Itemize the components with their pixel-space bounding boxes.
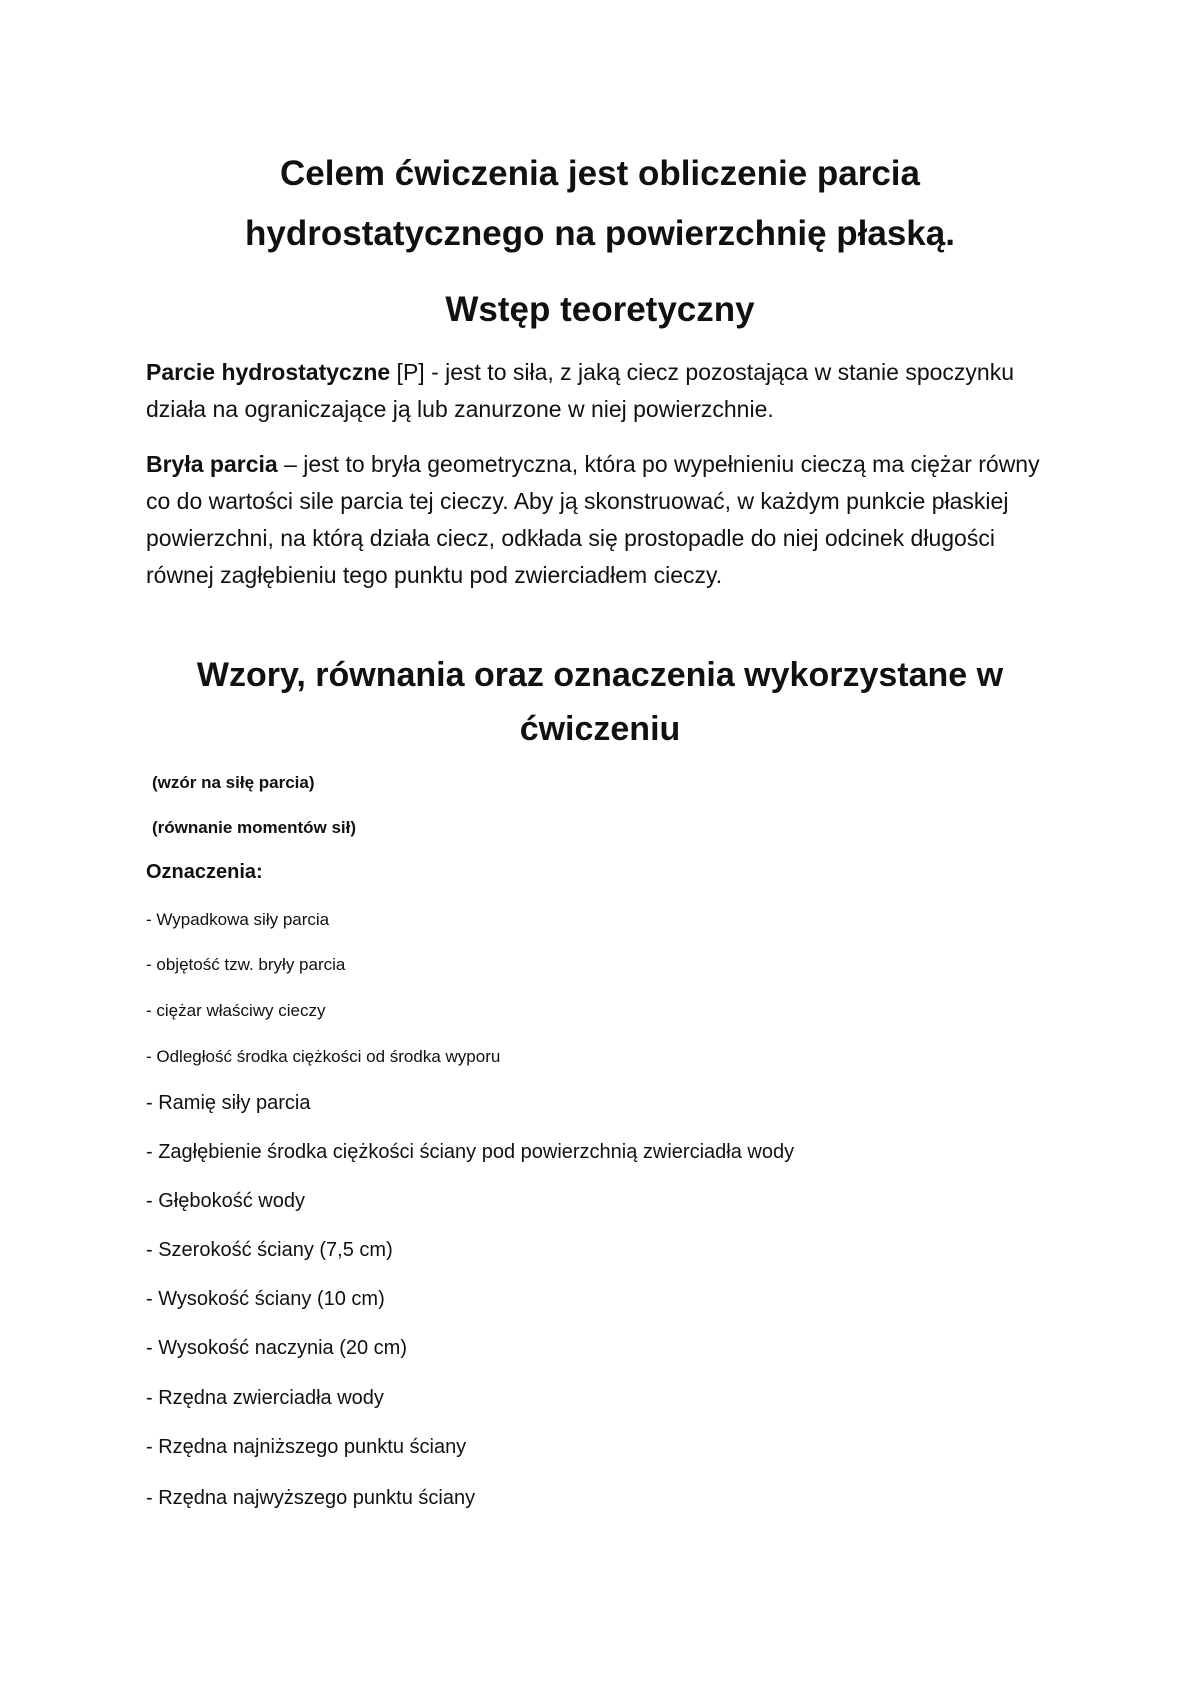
symbol-item: - Ramię siły parcia: [146, 1092, 311, 1114]
formulas-heading-line-1: Wzory, równania oraz oznaczenia wykorzystane w: [196, 656, 1004, 694]
paragraph-parcie: [146, 354, 1046, 428]
title-line-2: hydrostatycznego na powierzchnię płaską.: [245, 214, 955, 253]
page-title: [0, 144, 1200, 264]
definition-bryla: – jest to bryła geometryczna, która po wypełnieniu cieczą ma ciężar równy co do wartości sile parcia tej cieczy. Aby ją skonstruować, w każdym punkcie płaskiej powierzchni, na którą działa ciecz, odkłada się prostopadle do niej odcinek długości równej zagłębieniu tego punktu pod zwierciadłem cieczy.: [146, 451, 1040, 588]
definition-parcie: [P] - jest to siła, z jaką ciecz pozostająca w stanie spoczynku działa na ograniczające ją lub zanurzone w niej powierzchnie.: [146, 359, 1015, 422]
formula-note-moments: (równanie momentów sił): [152, 818, 357, 837]
symbol-item: - Głębokość wody: [146, 1190, 305, 1212]
symbol-item: - Zagłębienie środka ciężkości ściany pod powierzchnią zwierciadła wody: [146, 1141, 795, 1163]
symbol-item: - Odległość środka ciężkości od środka wyporu: [146, 1047, 501, 1066]
formulas-heading-line-2: ćwiczeniu: [519, 710, 681, 748]
intro-heading: Wstęp teoretyczny: [445, 290, 755, 329]
paragraph-bryla: [146, 446, 1046, 594]
title-line-1: Celem ćwiczenia jest obliczenie parcia: [280, 154, 920, 193]
symbol-item: - Rzędna najwyższego punktu ściany: [146, 1487, 476, 1509]
symbols-heading: Oznaczenia:: [146, 861, 263, 883]
symbol-item: - ciężar właściwy cieczy: [146, 1001, 326, 1020]
symbol-item: - Wysokość ściany (10 cm): [146, 1288, 385, 1310]
term-parcie: Parcie hydrostatyczne: [146, 359, 391, 385]
formula-note-force: (wzór na siłę parcia): [152, 773, 315, 792]
symbol-item: - objętość tzw. bryły parcia: [146, 955, 346, 974]
symbol-item: - Rzędna zwierciadła wody: [146, 1387, 384, 1409]
symbol-item: - Wypadkowa siły parcia: [146, 910, 330, 929]
formulas-heading: [0, 648, 1200, 756]
symbol-item: - Wysokość naczynia (20 cm): [146, 1337, 407, 1359]
symbol-item: - Szerokość ściany (7,5 cm): [146, 1239, 393, 1261]
symbol-item: - Rzędna najniższego punktu ściany: [146, 1436, 467, 1458]
term-bryla: Bryła parcia: [146, 451, 278, 477]
